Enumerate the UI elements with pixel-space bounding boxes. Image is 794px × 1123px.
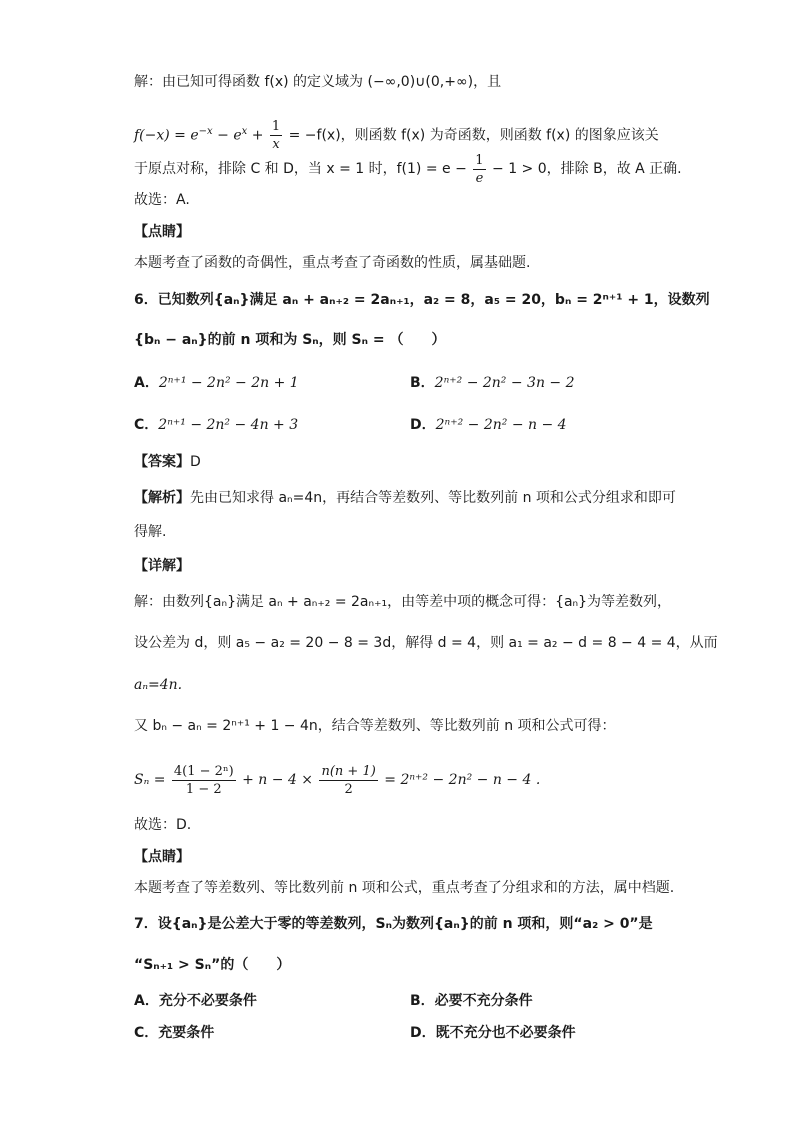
- sum-fraction-2: [319, 763, 377, 798]
- fraction-denominator: 2: [344, 781, 353, 797]
- q5-choice: 故选：A.: [134, 192, 190, 208]
- q5-fraction-1: [270, 118, 282, 153]
- q6-sum-formula: [134, 758, 540, 802]
- option-text: 2ⁿ⁺² − 2n² − 3n − 2: [434, 375, 575, 391]
- q5-fraction-2: [473, 152, 485, 187]
- q6-answer: [134, 452, 201, 472]
- fraction-numerator: 1: [475, 152, 484, 168]
- option-label: C．: [134, 417, 159, 433]
- q6-comment: 本题考查了等差数列、等比数列前 n 项和公式，重点考查了分组求和的方法，属中档题.: [134, 880, 675, 896]
- q6-detail-line-1: 解：由数列{aₙ}满足 aₙ + aₙ₊₂ = 2aₙ₊₁，由等差中项的概念可得：{aₙ}为等差数列，: [134, 594, 672, 610]
- fraction-denominator: x: [272, 137, 280, 153]
- q6-detail-line-4: 又 bₙ − aₙ = 2ⁿ⁺¹ + 1 − 4n，结合等差数列、等比数列前 n 项和公式可得：: [134, 718, 616, 734]
- fraction-denominator: 1 − 2: [185, 781, 222, 797]
- fraction-denominator: e: [475, 170, 484, 186]
- option-label: D．: [410, 1025, 436, 1041]
- q5-solution-line-2: [134, 113, 659, 155]
- q6-analysis-line-2: 得解.: [134, 524, 167, 540]
- fraction-numerator: 1: [271, 119, 281, 135]
- q5-comment-tag: 【点睛】: [134, 224, 190, 240]
- q5-text-part: 于原点对称，排除 C 和 D，当 x = 1 时，f(1) = e −: [134, 161, 467, 177]
- option-label: B．: [410, 993, 435, 1009]
- sum-fraction-1: [172, 763, 236, 798]
- q5-formula-part: = −f(x)，则函数 f(x) 为奇函数，则函数 f(x) 的图象应该关: [288, 127, 659, 144]
- q7-stem-line-2: “Sₙ₊₁ > Sₙ”的（ ）: [134, 957, 291, 973]
- sum-left: Sₙ =: [134, 772, 166, 788]
- q5-text-part: − 1 > 0，排除 B，故 A 正确.: [492, 161, 682, 177]
- q6-option-b: [410, 373, 575, 393]
- option-label: A．: [134, 375, 159, 391]
- q6-stem-line-2: {bₙ − aₙ}的前 n 项和为 Sₙ，则 Sₙ = （ ）: [134, 332, 446, 348]
- q6-stem-line-1: 6．已知数列{aₙ}满足 aₙ + aₙ₊₂ = 2aₙ₊₁，a₂ = 8，a₅ = 20，bₙ = 2ⁿ⁺¹ + 1，设数列: [134, 292, 710, 308]
- q5-formula-part: f(−x) = e: [134, 127, 199, 144]
- answer-tag: 【答案】: [134, 454, 190, 470]
- option-label: C．: [134, 1025, 159, 1041]
- option-label: A．: [134, 993, 159, 1009]
- q7-option-d: [410, 1023, 576, 1043]
- q5-solution-line-3: [134, 150, 682, 188]
- q5-formula-part: +: [247, 127, 268, 144]
- analysis-tag: 【解析】: [134, 490, 190, 506]
- q6-analysis-line-1: [134, 488, 676, 508]
- q5-solution-line-1: 解：由已知可得函数 f(x) 的定义域为 (−∞,0)∪(0,+∞)，且: [134, 74, 502, 90]
- option-text: 2ⁿ⁺² − 2n² − n − 4: [435, 417, 567, 433]
- q6-detail-line-2: 设公差为 d，则 a₅ − a₂ = 20 − 8 = 3d，解得 d = 4，则 a₁ = a₂ − d = 8 − 4 = 4，从而: [134, 635, 718, 651]
- q6-detail-tag: 【详解】: [134, 558, 190, 574]
- option-text: 2ⁿ⁺¹ − 2n² − 4n + 3: [158, 417, 299, 433]
- q6-detail-line-3: aₙ=4n.: [134, 677, 183, 693]
- sum-right: = 2ⁿ⁺² − 2n² − n − 4 .: [384, 772, 541, 788]
- q6-option-a: [134, 373, 299, 393]
- option-text: 充分不必要条件: [158, 993, 257, 1009]
- q5-comment: 本题考查了函数的奇偶性，重点考查了奇函数的性质，属基础题.: [134, 255, 531, 271]
- q7-stem-line-1: 7．设{aₙ}是公差大于零的等差数列，Sₙ为数列{aₙ}的前 n 项和，则“a₂ > 0”是: [134, 916, 653, 932]
- fraction-numerator: 4(1 − 2ⁿ): [173, 763, 234, 779]
- option-text: 2ⁿ⁺¹ − 2n² − 2n + 1: [158, 375, 299, 391]
- fraction-numerator: n(n + 1): [321, 763, 376, 779]
- q6-comment-tag: 【点睛】: [134, 849, 190, 865]
- q5-exponent: −x: [198, 126, 213, 137]
- q7-option-a: [134, 991, 257, 1011]
- option-label: B．: [410, 375, 435, 391]
- option-text: 必要不充分条件: [434, 993, 533, 1009]
- sum-middle: + n − 4 ×: [242, 772, 314, 788]
- q5-formula-part: − e: [212, 127, 242, 144]
- q7-option-c: [134, 1023, 214, 1043]
- q6-option-d: [410, 415, 567, 435]
- answer-value: D: [190, 454, 201, 470]
- option-text: 既不充分也不必要条件: [435, 1025, 576, 1041]
- q5-exponent: x: [241, 126, 248, 137]
- q6-choice: 故选：D.: [134, 817, 192, 833]
- analysis-text: 先由已知求得 aₙ=4n，再结合等差数列、等比数列前 n 项和公式分组求和即可: [190, 490, 676, 506]
- option-label: D．: [410, 417, 436, 433]
- q6-option-c: [134, 415, 298, 435]
- q7-option-b: [410, 991, 533, 1011]
- option-text: 充要条件: [158, 1025, 215, 1041]
